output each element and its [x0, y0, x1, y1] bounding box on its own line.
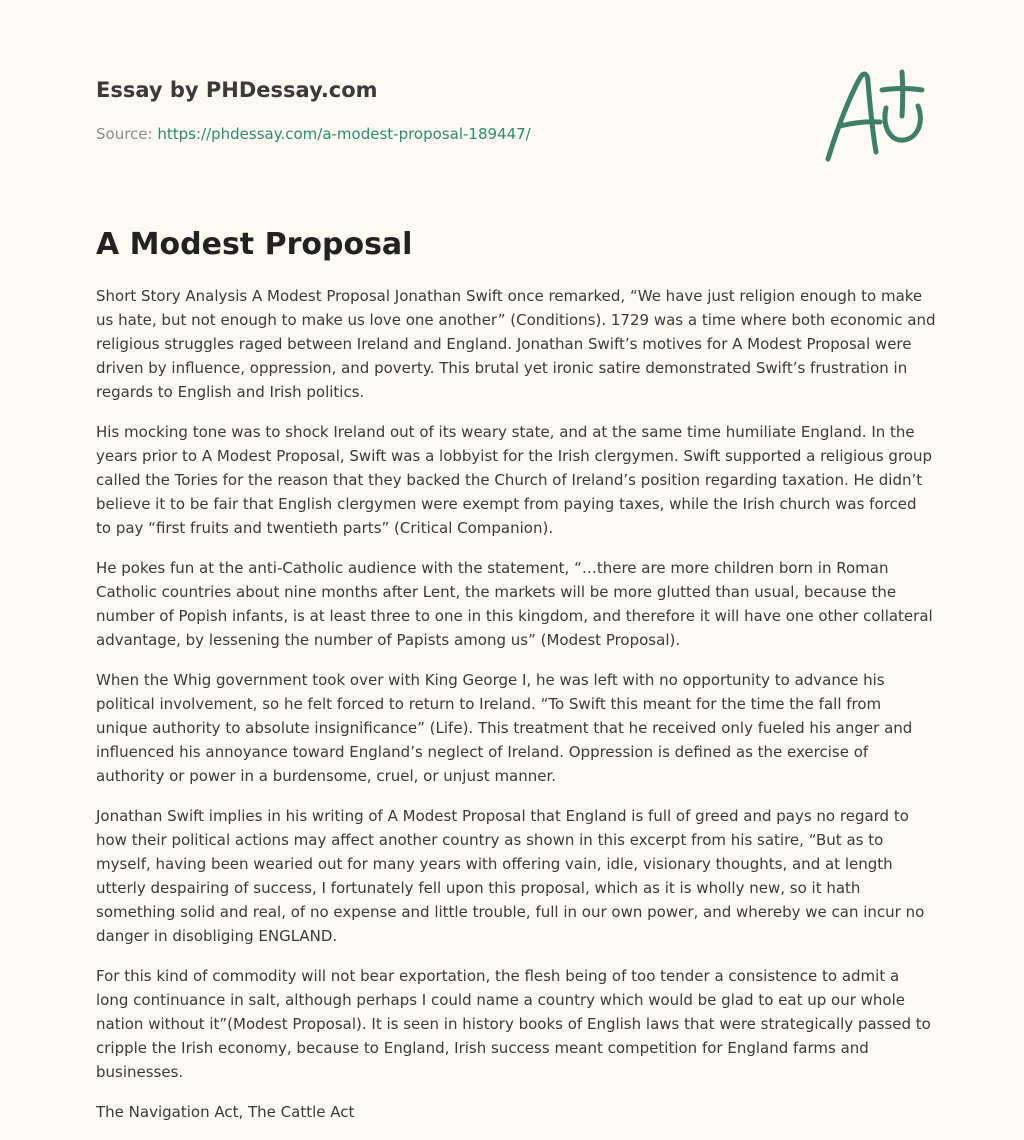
paragraph: His mocking tone was to shock Ireland out of its weary state, and at the same time humiliate England. In the years prior to A Modest Proposal, Swift was a lobbyist for the Irish clergymen. Swift supported a religious group called the Tories for the reason that they backed the Church of Ireland’s position regarding taxation. He didn’t believe it to be fair that English clergymen were exempt from paying taxes, while the Irish church was forced to pay “first fruits and twentieth parts” (Critical Companion). — [96, 423, 933, 537]
a-plus-logo-icon — [820, 66, 930, 166]
site-brand: Essay by PHDessay.com — [96, 78, 378, 102]
source-line — [96, 124, 736, 144]
source-label: Source: — [96, 125, 153, 143]
paragraph: Short Story Analysis A Modest Proposal Jonathan Swift once remarked, “We have just religion enough to make us hate, but not enough to make us love one another” (Conditions). 1729 was a time where both economic and religious struggles raged between Ireland and England. Jonathan Swift’s motives for A Modest Proposal were driven by influence, oppression, and poverty. This brutal yet ironic satire demonstrated Swift’s frustration in regards to English and Irish politics. — [96, 287, 936, 401]
article-title: A Modest Proposal — [96, 227, 413, 262]
page-header — [96, 76, 736, 144]
paragraph: For this kind of commodity will not bear exportation, the flesh being of too tender a consistence to admit a long continuance in salt, although perhaps I could name a country which would be glad to eat up our whole nation without it”(Modest Proposal). It is seen in history books of English laws that were strategically passed to cripple the Irish economy, because to England, Irish success meant competition for England farms and businesses. — [96, 967, 931, 1081]
paragraph: The Navigation Act, The Cattle Act — [96, 1103, 355, 1121]
source-link[interactable]: https://phdessay.com/a-modest-proposal-189447/ — [157, 125, 531, 143]
paragraph: Jonathan Swift implies in his writing of A Modest Proposal that England is full of greed and pays no regard to how their political actions may affect another country as shown in this excerpt from his satire, “But as to myself, having been wearied out for many years with offering vain, idle, visionary thoughts, and at length utterly despairing of success, I fortunately fell upon this proposal, which as it is wholly new, so it hath something solid and real, of no expense and little trouble, full in our own power, and whereby we can incur no danger in disobliging ENGLAND. — [96, 807, 925, 945]
paragraph: When the Whig government took over with King George I, he was left with no opportunity to advance his political involvement, so he felt forced to return to Ireland. “To Swift this meant for the time the fall from unique authority to absolute insignificance” (Life). This treatment that he received only fueled his anger and influenced his annoyance toward England’s neglect of Ireland. Oppression is defined as the exercise of authority or power in a burdensome, cruel, or unjust manner. — [96, 671, 913, 785]
article-body — [96, 284, 936, 1140]
paragraph: He pokes fun at the anti-Catholic audience with the statement, “…there are more children born in Roman Catholic countries about nine months after Lent, the markets will be more glutted than usual, because the number of Popish infants, is at least three to one in this kingdom, and therefore it will have one other collateral advantage, by lessening the number of Papists among us” (Modest Proposal). — [96, 559, 933, 649]
